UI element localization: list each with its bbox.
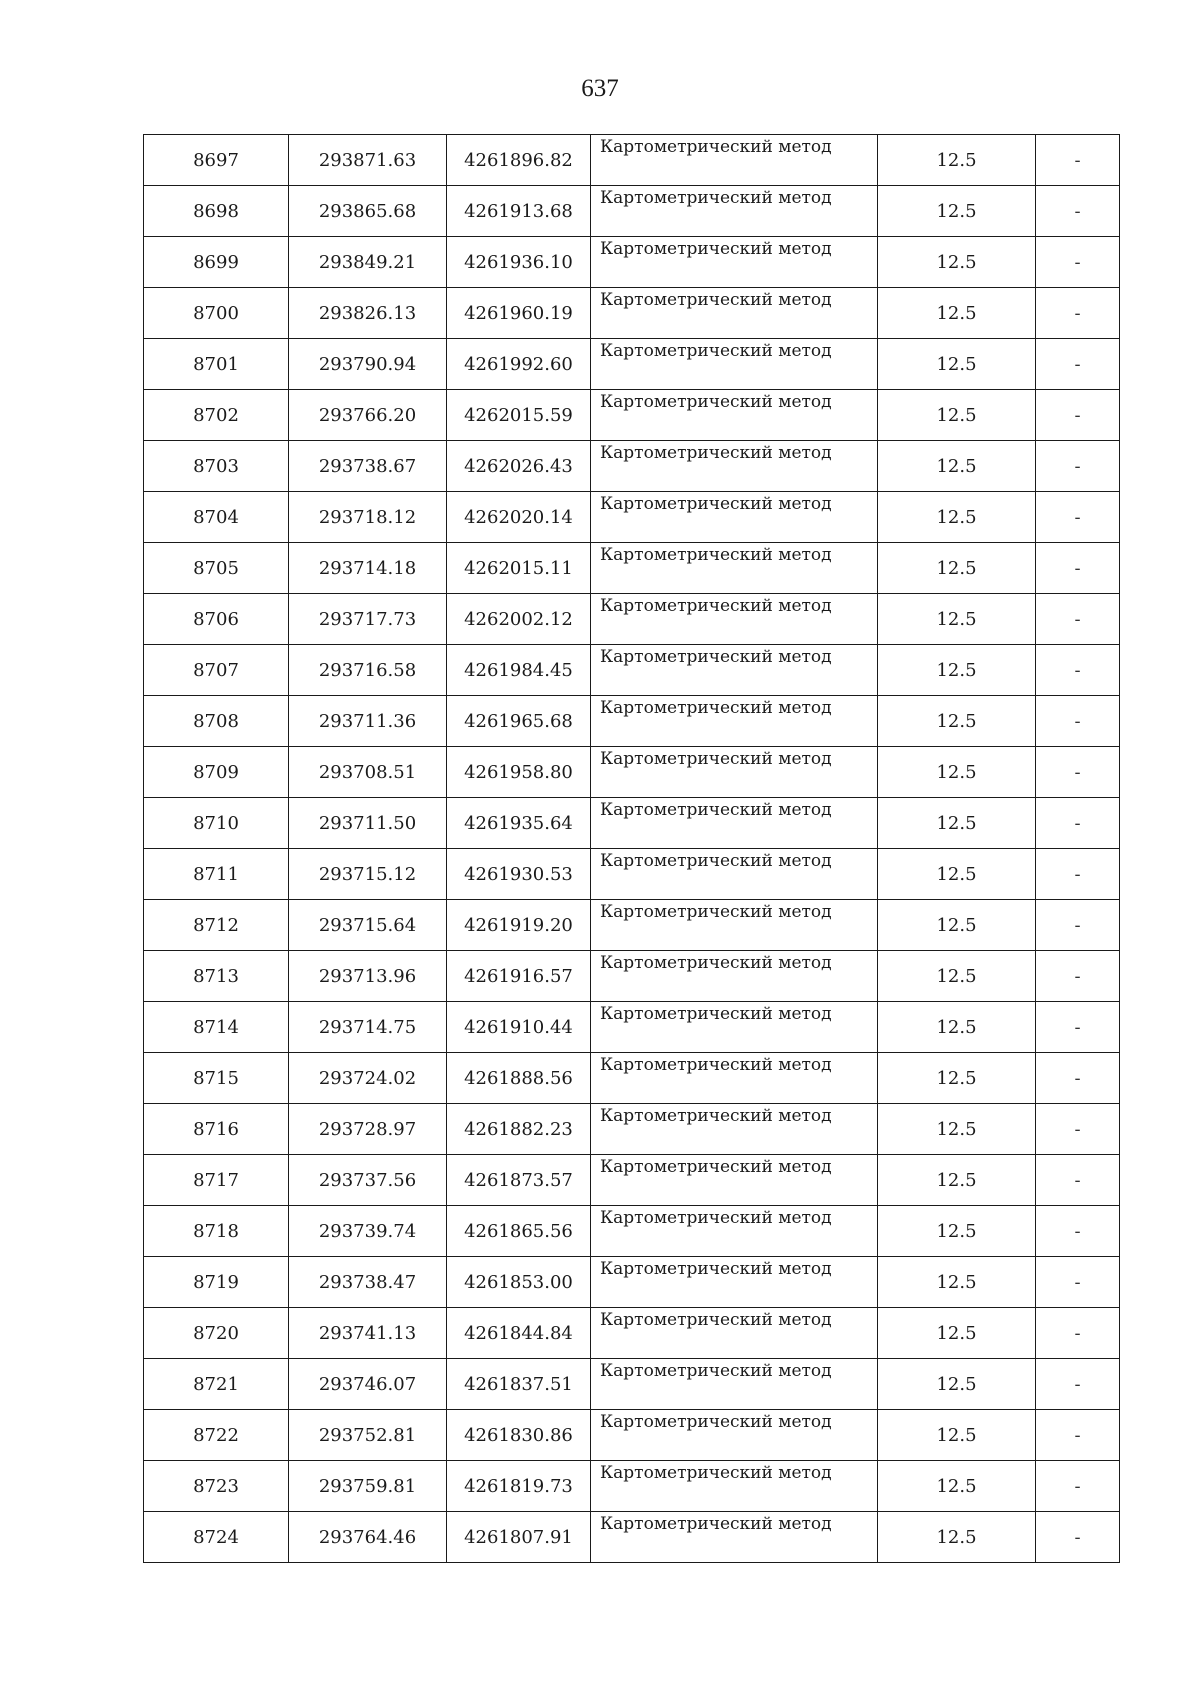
- y-coordinate-cell: 4261984.45: [447, 645, 591, 696]
- accuracy-cell: 12.5: [878, 696, 1036, 747]
- note-cell: -: [1036, 798, 1120, 849]
- method-cell: Картометрический метод: [591, 951, 878, 1002]
- method-cell: Картометрический метод: [591, 1461, 878, 1512]
- table-row: [144, 1053, 1120, 1104]
- y-coordinate-cell: 4262015.59: [447, 390, 591, 441]
- y-coordinate-cell: 4261919.20: [447, 900, 591, 951]
- x-coordinate-cell: 293716.58: [289, 645, 447, 696]
- y-coordinate-cell: 4261888.56: [447, 1053, 591, 1104]
- point-number-cell: 8723: [144, 1461, 289, 1512]
- accuracy-cell: 12.5: [878, 1155, 1036, 1206]
- accuracy-cell: 12.5: [878, 288, 1036, 339]
- table-row: [144, 747, 1120, 798]
- x-coordinate-cell: 293746.07: [289, 1359, 447, 1410]
- note-cell: -: [1036, 594, 1120, 645]
- x-coordinate-cell: 293711.50: [289, 798, 447, 849]
- point-number-cell: 8714: [144, 1002, 289, 1053]
- y-coordinate-cell: 4261958.80: [447, 747, 591, 798]
- point-number-cell: 8711: [144, 849, 289, 900]
- table-row: [144, 339, 1120, 390]
- y-coordinate-cell: 4262002.12: [447, 594, 591, 645]
- method-cell: Картометрический метод: [591, 492, 878, 543]
- table-row: [144, 849, 1120, 900]
- y-coordinate-cell: 4261896.82: [447, 135, 591, 186]
- table-row: [144, 1155, 1120, 1206]
- y-coordinate-cell: 4261873.57: [447, 1155, 591, 1206]
- x-coordinate-cell: 293738.47: [289, 1257, 447, 1308]
- point-number-cell: 8707: [144, 645, 289, 696]
- x-coordinate-cell: 293865.68: [289, 186, 447, 237]
- x-coordinate-cell: 293715.64: [289, 900, 447, 951]
- table-row: [144, 798, 1120, 849]
- accuracy-cell: 12.5: [878, 441, 1036, 492]
- accuracy-cell: 12.5: [878, 1461, 1036, 1512]
- y-coordinate-cell: 4261807.91: [447, 1512, 591, 1563]
- note-cell: -: [1036, 900, 1120, 951]
- x-coordinate-cell: 293764.46: [289, 1512, 447, 1563]
- note-cell: -: [1036, 441, 1120, 492]
- note-cell: -: [1036, 645, 1120, 696]
- table-row: [144, 1206, 1120, 1257]
- note-cell: -: [1036, 186, 1120, 237]
- point-number-cell: 8722: [144, 1410, 289, 1461]
- note-cell: -: [1036, 1002, 1120, 1053]
- note-cell: -: [1036, 339, 1120, 390]
- table-body: [144, 135, 1120, 1563]
- y-coordinate-cell: 4261916.57: [447, 951, 591, 1002]
- accuracy-cell: 12.5: [878, 390, 1036, 441]
- point-number-cell: 8720: [144, 1308, 289, 1359]
- y-coordinate-cell: 4261913.68: [447, 186, 591, 237]
- point-number-cell: 8706: [144, 594, 289, 645]
- x-coordinate-cell: 293752.81: [289, 1410, 447, 1461]
- point-number-cell: 8709: [144, 747, 289, 798]
- x-coordinate-cell: 293759.81: [289, 1461, 447, 1512]
- point-number-cell: 8703: [144, 441, 289, 492]
- method-cell: Картометрический метод: [591, 1206, 878, 1257]
- method-cell: Картометрический метод: [591, 645, 878, 696]
- accuracy-cell: 12.5: [878, 747, 1036, 798]
- note-cell: -: [1036, 1359, 1120, 1410]
- y-coordinate-cell: 4261844.84: [447, 1308, 591, 1359]
- method-cell: Картометрический метод: [591, 1410, 878, 1461]
- method-cell: Картометрический метод: [591, 1002, 878, 1053]
- note-cell: -: [1036, 696, 1120, 747]
- note-cell: -: [1036, 237, 1120, 288]
- accuracy-cell: 12.5: [878, 951, 1036, 1002]
- x-coordinate-cell: 293724.02: [289, 1053, 447, 1104]
- x-coordinate-cell: 293790.94: [289, 339, 447, 390]
- y-coordinate-cell: 4261936.10: [447, 237, 591, 288]
- method-cell: Картометрический метод: [591, 186, 878, 237]
- method-cell: Картометрический метод: [591, 135, 878, 186]
- point-number-cell: 8715: [144, 1053, 289, 1104]
- table-row: [144, 186, 1120, 237]
- method-cell: Картометрический метод: [591, 1104, 878, 1155]
- table-row: [144, 645, 1120, 696]
- note-cell: -: [1036, 1512, 1120, 1563]
- method-cell: Картометрический метод: [591, 594, 878, 645]
- note-cell: -: [1036, 135, 1120, 186]
- x-coordinate-cell: 293714.75: [289, 1002, 447, 1053]
- point-number-cell: 8713: [144, 951, 289, 1002]
- x-coordinate-cell: 293826.13: [289, 288, 447, 339]
- accuracy-cell: 12.5: [878, 594, 1036, 645]
- method-cell: Картометрический метод: [591, 1359, 878, 1410]
- accuracy-cell: 12.5: [878, 798, 1036, 849]
- x-coordinate-cell: 293714.18: [289, 543, 447, 594]
- note-cell: -: [1036, 288, 1120, 339]
- accuracy-cell: 12.5: [878, 492, 1036, 543]
- point-number-cell: 8719: [144, 1257, 289, 1308]
- note-cell: -: [1036, 747, 1120, 798]
- table-row: [144, 1461, 1120, 1512]
- y-coordinate-cell: 4261830.86: [447, 1410, 591, 1461]
- accuracy-cell: 12.5: [878, 645, 1036, 696]
- y-coordinate-cell: 4261965.68: [447, 696, 591, 747]
- point-number-cell: 8705: [144, 543, 289, 594]
- x-coordinate-cell: 293766.20: [289, 390, 447, 441]
- method-cell: Картометрический метод: [591, 1308, 878, 1359]
- method-cell: Картометрический метод: [591, 849, 878, 900]
- table-row: [144, 441, 1120, 492]
- point-number-cell: 8700: [144, 288, 289, 339]
- y-coordinate-cell: 4261992.60: [447, 339, 591, 390]
- note-cell: -: [1036, 492, 1120, 543]
- accuracy-cell: 12.5: [878, 237, 1036, 288]
- accuracy-cell: 12.5: [878, 1359, 1036, 1410]
- note-cell: -: [1036, 849, 1120, 900]
- x-coordinate-cell: 293737.56: [289, 1155, 447, 1206]
- point-number-cell: 8712: [144, 900, 289, 951]
- point-number-cell: 8698: [144, 186, 289, 237]
- x-coordinate-cell: 293738.67: [289, 441, 447, 492]
- x-coordinate-cell: 293871.63: [289, 135, 447, 186]
- point-number-cell: 8710: [144, 798, 289, 849]
- table-row: [144, 390, 1120, 441]
- method-cell: Картометрический метод: [591, 696, 878, 747]
- accuracy-cell: 12.5: [878, 1104, 1036, 1155]
- method-cell: Картометрический метод: [591, 288, 878, 339]
- point-number-cell: 8701: [144, 339, 289, 390]
- table-row: [144, 1002, 1120, 1053]
- note-cell: -: [1036, 390, 1120, 441]
- note-cell: -: [1036, 951, 1120, 1002]
- accuracy-cell: 12.5: [878, 1257, 1036, 1308]
- x-coordinate-cell: 293849.21: [289, 237, 447, 288]
- table-row: [144, 237, 1120, 288]
- y-coordinate-cell: 4262015.11: [447, 543, 591, 594]
- y-coordinate-cell: 4261960.19: [447, 288, 591, 339]
- y-coordinate-cell: 4261853.00: [447, 1257, 591, 1308]
- y-coordinate-cell: 4261819.73: [447, 1461, 591, 1512]
- note-cell: -: [1036, 1308, 1120, 1359]
- accuracy-cell: 12.5: [878, 1308, 1036, 1359]
- accuracy-cell: 12.5: [878, 1512, 1036, 1563]
- table-row: [144, 543, 1120, 594]
- note-cell: -: [1036, 543, 1120, 594]
- accuracy-cell: 12.5: [878, 1410, 1036, 1461]
- table-row: [144, 288, 1120, 339]
- x-coordinate-cell: 293717.73: [289, 594, 447, 645]
- accuracy-cell: 12.5: [878, 1053, 1036, 1104]
- x-coordinate-cell: 293708.51: [289, 747, 447, 798]
- y-coordinate-cell: 4261930.53: [447, 849, 591, 900]
- method-cell: Картометрический метод: [591, 237, 878, 288]
- note-cell: -: [1036, 1410, 1120, 1461]
- coordinates-table: [143, 134, 1120, 1563]
- table-row: [144, 1410, 1120, 1461]
- page-number: 637: [581, 75, 619, 102]
- accuracy-cell: 12.5: [878, 849, 1036, 900]
- x-coordinate-cell: 293739.74: [289, 1206, 447, 1257]
- accuracy-cell: 12.5: [878, 186, 1036, 237]
- y-coordinate-cell: 4262026.43: [447, 441, 591, 492]
- table-row: [144, 594, 1120, 645]
- x-coordinate-cell: 293741.13: [289, 1308, 447, 1359]
- method-cell: Картометрический метод: [591, 1053, 878, 1104]
- point-number-cell: 8718: [144, 1206, 289, 1257]
- table-row: [144, 1359, 1120, 1410]
- method-cell: Картометрический метод: [591, 798, 878, 849]
- x-coordinate-cell: 293715.12: [289, 849, 447, 900]
- note-cell: -: [1036, 1104, 1120, 1155]
- x-coordinate-cell: 293711.36: [289, 696, 447, 747]
- method-cell: Картометрический метод: [591, 390, 878, 441]
- table-row: [144, 951, 1120, 1002]
- point-number-cell: 8708: [144, 696, 289, 747]
- point-number-cell: 8697: [144, 135, 289, 186]
- y-coordinate-cell: 4261837.51: [447, 1359, 591, 1410]
- method-cell: Картометрический метод: [591, 747, 878, 798]
- note-cell: -: [1036, 1257, 1120, 1308]
- point-number-cell: 8724: [144, 1512, 289, 1563]
- table-row: [144, 1308, 1120, 1359]
- table-row: [144, 1104, 1120, 1155]
- note-cell: -: [1036, 1053, 1120, 1104]
- table-row: [144, 492, 1120, 543]
- point-number-cell: 8717: [144, 1155, 289, 1206]
- point-number-cell: 8699: [144, 237, 289, 288]
- point-number-cell: 8702: [144, 390, 289, 441]
- x-coordinate-cell: 293713.96: [289, 951, 447, 1002]
- note-cell: -: [1036, 1155, 1120, 1206]
- method-cell: Картометрический метод: [591, 1155, 878, 1206]
- accuracy-cell: 12.5: [878, 1002, 1036, 1053]
- y-coordinate-cell: 4261865.56: [447, 1206, 591, 1257]
- point-number-cell: 8721: [144, 1359, 289, 1410]
- method-cell: Картометрический метод: [591, 441, 878, 492]
- table-row: [144, 696, 1120, 747]
- table-row: [144, 1257, 1120, 1308]
- y-coordinate-cell: 4261935.64: [447, 798, 591, 849]
- y-coordinate-cell: 4261910.44: [447, 1002, 591, 1053]
- note-cell: -: [1036, 1461, 1120, 1512]
- method-cell: Картометрический метод: [591, 1257, 878, 1308]
- point-number-cell: 8716: [144, 1104, 289, 1155]
- point-number-cell: 8704: [144, 492, 289, 543]
- method-cell: Картометрический метод: [591, 543, 878, 594]
- y-coordinate-cell: 4262020.14: [447, 492, 591, 543]
- method-cell: Картометрический метод: [591, 900, 878, 951]
- table-row: [144, 135, 1120, 186]
- table-row: [144, 900, 1120, 951]
- accuracy-cell: 12.5: [878, 135, 1036, 186]
- x-coordinate-cell: 293728.97: [289, 1104, 447, 1155]
- table-row: [144, 1512, 1120, 1563]
- accuracy-cell: 12.5: [878, 543, 1036, 594]
- accuracy-cell: 12.5: [878, 900, 1036, 951]
- method-cell: Картометрический метод: [591, 1512, 878, 1563]
- method-cell: Картометрический метод: [591, 339, 878, 390]
- note-cell: -: [1036, 1206, 1120, 1257]
- accuracy-cell: 12.5: [878, 1206, 1036, 1257]
- accuracy-cell: 12.5: [878, 339, 1036, 390]
- x-coordinate-cell: 293718.12: [289, 492, 447, 543]
- y-coordinate-cell: 4261882.23: [447, 1104, 591, 1155]
